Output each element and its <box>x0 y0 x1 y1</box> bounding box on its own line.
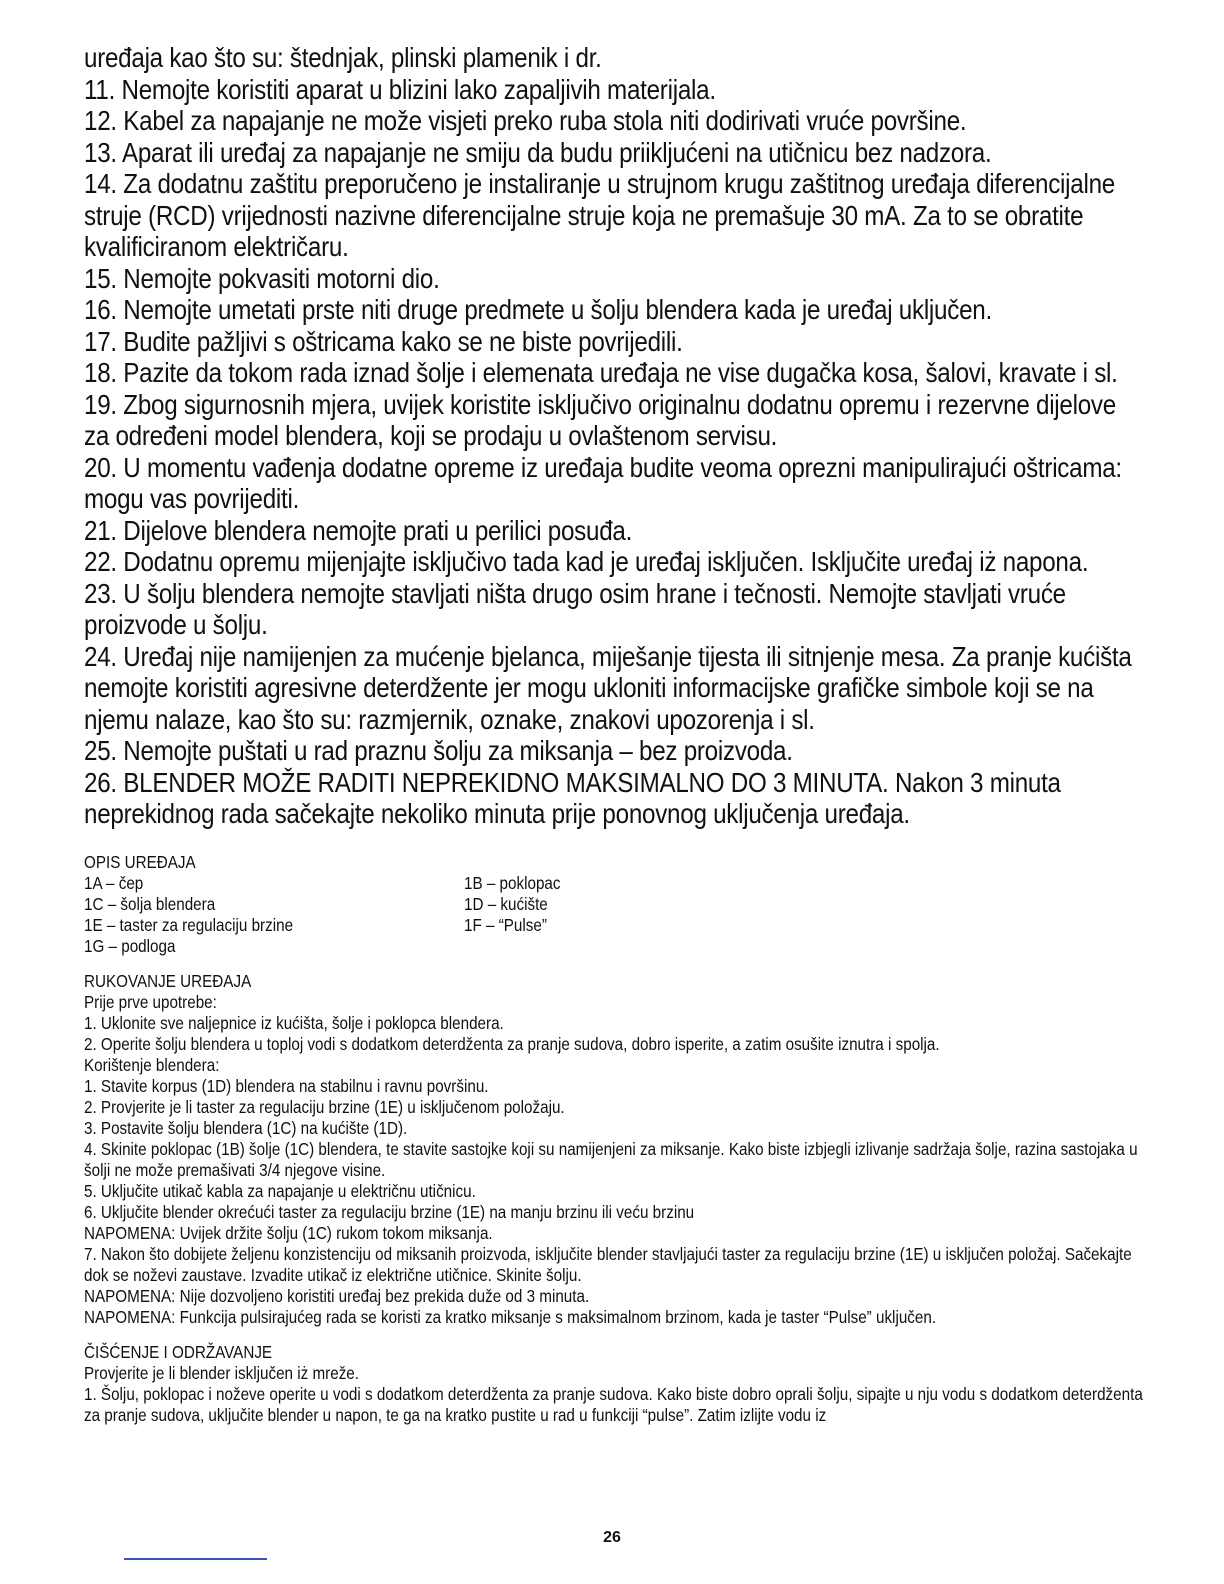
instruction-line: 2. Operite šolju blendera u toploj vodi s dodatkom deterdženta za pranje sudova, dobro isperite, a zatim osušite iznutra i spolja. <box>84 1033 940 1054</box>
instruction-line: Provjerite je li blender isključen iż mreže. <box>84 1362 360 1383</box>
instruction-line: Prije prve upotrebe: <box>84 991 217 1012</box>
note-line: NAPOMENA: Funkcija pulsirajućeg rada se koristi za kratko miksanje s maksimalnom brzinom, kada je taster “Pulse” uključen. <box>84 1306 937 1327</box>
instruction-line: 7. Nakon što dobijete željenu konzistenciju od miksanih proizvoda, isključite blender stavljajući taster za regulaciju brzine (1E) u isključen položaj. Sačekajte dok se noževi zaustave. Izvadite utikač iz električne utičnice. Skinite šolju. <box>84 1243 1132 1285</box>
warning-item: 13. Aparat ili uređaj za napajanje ne smiju da budu priikljućeni na utičnicu bez nadzora. <box>84 136 992 168</box>
document-page <box>84 42 1144 1440</box>
warning-item: 16. Nemojte umetati prste niti druge predmete u šolju blendera kada je uređaj uključen. <box>84 294 992 325</box>
warning-item: uređaja kao što su: štednjak, plinski plamenik i dr. <box>84 42 602 73</box>
warning-item: 11. Nemojte koristiti aparat u blizini lako zapaljivih materijala. <box>84 73 716 105</box>
instructions <box>84 852 1144 1426</box>
warning-item: 25. Nemojte puštati u rad praznu šolju za miksanja – bez proizvoda. <box>84 735 793 766</box>
note-line: NAPOMENA: Nije dozvoljeno koristiti uređaj bez prekida duže od 3 minuta. <box>84 1285 590 1306</box>
warning-item: 23. U šolju blendera nemojte stavljati ništa drugo osim hrane i tečnosti. Nemojte stavljati vruće proizvode u šolju. <box>84 577 1066 640</box>
instruction-line: 3. Postavite šolju blendera (1C) na kućište (1D). <box>84 1117 408 1138</box>
warning-item: 17. Budite pažljivi s oštricama kako se ne biste povrijedili. <box>84 325 683 357</box>
rukovanje-section <box>84 971 1144 1328</box>
warning-item: 12. Kabel za napajanje ne može visjeti preko ruba stola niti dodirivati vruće površine. <box>84 105 967 136</box>
instruction-line: 4. Skinite poklopac (1B) šolje (1C) blendera, te stavite sastojke koji su namijenjeni za miksanje. Kako biste izbjegli izlivanje sadržaja šolje, razina sastojaka u šolji ne može premašivati 3/4 njegove visine. <box>84 1138 1138 1180</box>
warning-item: 24. Uređaj nije namijenjen za mućenje bjelanca, miješanje tijesta ili sitnjenje mesa. Za pranje kućišta nemojte koristiti agresivne deterdžente jer mogu ukloniti informacijske grafičke simbole koji se na njemu nalaze, kao što su: razmjernik, oznake, znakovi upozorenja i sl. <box>84 640 1132 735</box>
warning-item: 14. Za dodatnu zaštitu preporučeno je instaliranje u strujnom krugu zaštitnog uređaja diferencijalne struje (RCD) vrijednosti nazivne diferencijalne struje koja ne premašuje 30 mA. Za to se obratite kvalificiranom električaru. <box>84 168 1115 262</box>
footer-rule <box>124 1558 267 1560</box>
instruction-line: 1. Šolju, poklopac i noževe operite u vodi s dodatkom deterdženta za pranje sudova. Kako biste dobro oprali šolju, sipajte u nju vodu s dodatkom deterdženta za pranje sudova, uključite blender u napon, te ga na kratko pustite u rad u funkciji “pulse”. Zatim izlijte vodu iz <box>84 1383 1143 1425</box>
section-heading: RUKOVANJE UREĐAJA <box>84 970 252 991</box>
warning-item: 15. Nemojte pokvasiti motorni dio. <box>84 262 440 294</box>
part-item: 1F – “Pulse” <box>464 914 547 935</box>
instruction-line: 5. Uključite utikač kabla za napajanje u električnu utičnicu. <box>84 1180 476 1201</box>
page-number: 26 <box>603 1529 621 1546</box>
opis-section <box>84 852 1144 957</box>
parts-list <box>84 873 1144 957</box>
instruction-line: 1. Stavite korpus (1D) blendera na stabilnu i ravnu površinu. <box>84 1075 489 1096</box>
warning-item: 22. Dodatnu opremu mijenjajte isključivo tada kad je uređaj isključen. Isključite uređaj iż napona. <box>84 546 1089 577</box>
instruction-line: 2. Provjerite je li taster za regulaciju brzine (1E) u isključenom položaju. <box>84 1096 565 1117</box>
section-heading: OPIS UREĐAJA <box>84 851 196 872</box>
part-item: 1A – čep <box>84 872 144 893</box>
instruction-line: 1. Uklonite sve naljepnice iz kućišta, šolje i poklopca blendera. <box>84 1012 504 1033</box>
ciscenje-section <box>84 1342 1144 1426</box>
warning-item: 18. Pazite da tokom rada iznad šolje i elemenata uređaja ne vise dugačka kosa, šalovi, kravate i sl. <box>84 357 1118 388</box>
part-item: 1D – kućište <box>464 893 548 914</box>
warning-item: 20. U momentu vađenja dodatne opreme iz uređaja budite veoma oprezni manipulirajući oštricama: mogu vas povrijediti. <box>84 451 1122 514</box>
instruction-line: Korištenje blendera: <box>84 1054 220 1075</box>
warning-item: 19. Zbog sigurnosnih mjera, uvijek koristite isključivo originalnu dodatnu opremu i rezervne dijelove za određeni model blendera, koji se prodaju u ovlaštenom servisu. <box>84 388 1116 451</box>
warning-item: 26. BLENDER MOŽE RADITI NEPREKIDNO MAKSIMALNO DO 3 MINUTA. Nakon 3 minuta neprekidnog rada sačekajte nekoliko minuta prije ponovnog uključenja uređaja. <box>84 766 1061 829</box>
instruction-line: 6. Uključite blender okrećući taster za regulaciju brzine (1E) na manju brzinu ili veću brzinu <box>84 1201 695 1222</box>
warning-list <box>84 42 1144 830</box>
part-item: 1C – šolja blendera <box>84 893 216 914</box>
part-item: 1B – poklopac <box>464 872 561 893</box>
warning-item: 21. Dijelove blendera nemojte prati u perilici posuđa. <box>84 514 633 546</box>
section-heading: ČIŠĆENJE I ODRŽAVANJE <box>84 1341 273 1362</box>
part-item: 1E – taster za regulaciju brzine <box>84 914 294 935</box>
part-item: 1G – podloga <box>84 935 176 956</box>
note-line: NAPOMENA: Uvijek držite šolju (1C) rukom tokom miksanja. <box>84 1222 493 1243</box>
